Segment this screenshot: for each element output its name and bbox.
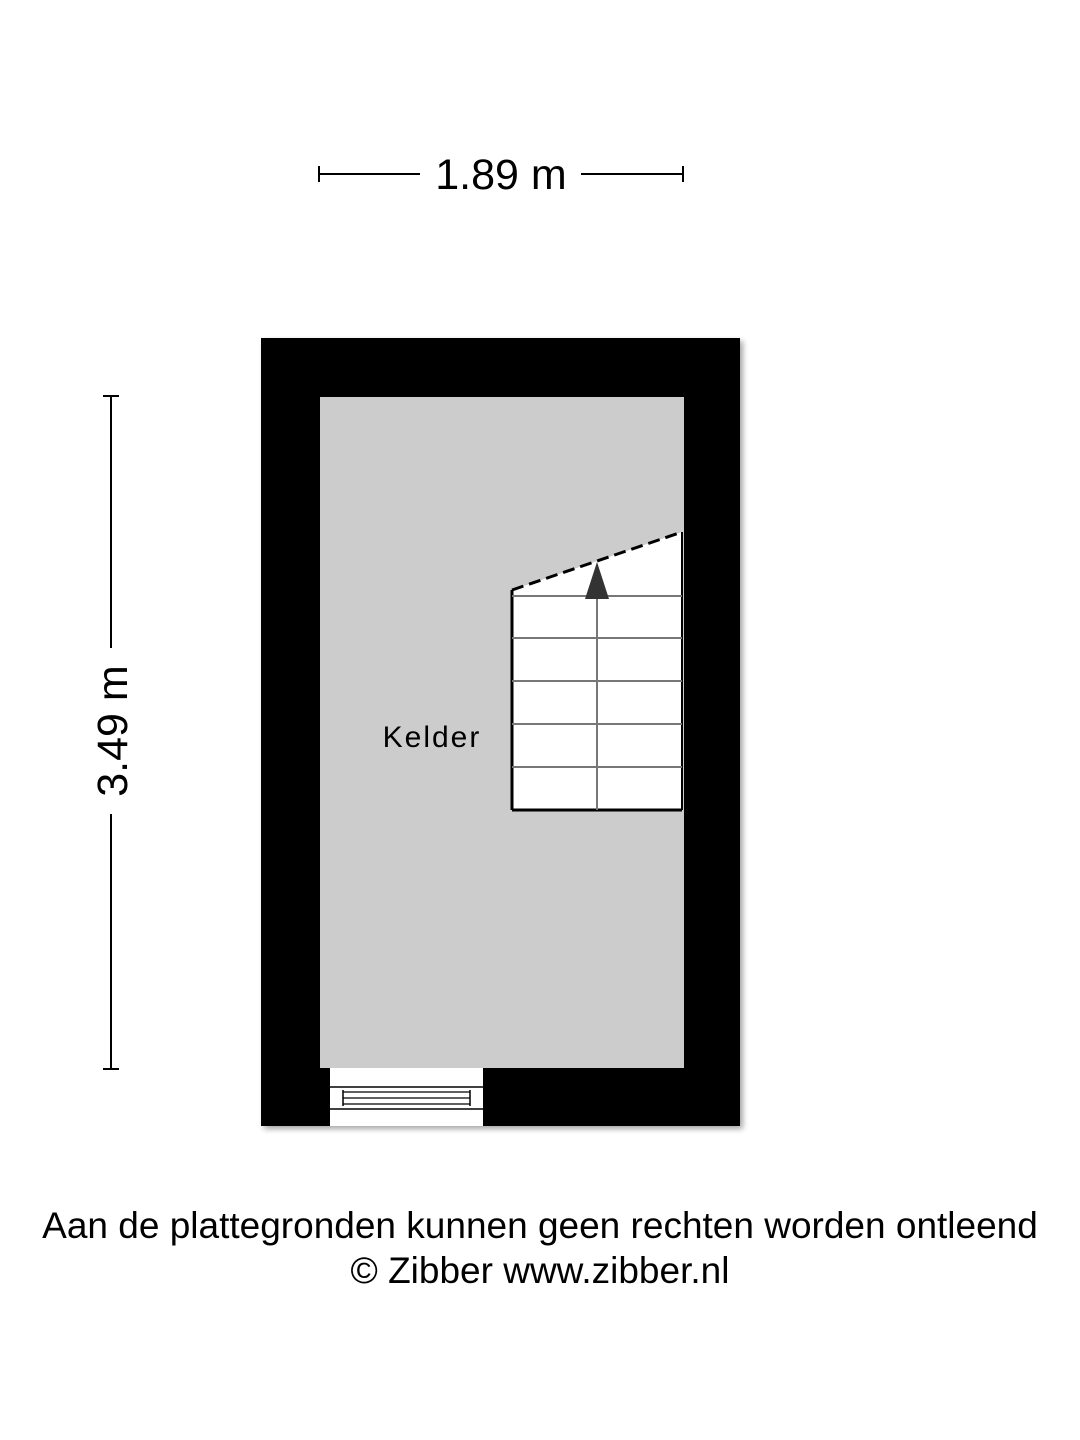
width-dimension xyxy=(319,151,683,199)
disclaimer-text: Aan de plattegronden kunnen geen rechten worden ontleend xyxy=(42,1205,1038,1246)
copyright-text: © Zibber www.zibber.nl xyxy=(350,1250,730,1291)
height-dimension xyxy=(89,396,137,1069)
room-label: Kelder xyxy=(382,721,482,754)
width-label: 1.89 m xyxy=(435,151,567,199)
height-label: 3.49 m xyxy=(89,665,137,797)
door-opening xyxy=(330,1068,483,1126)
